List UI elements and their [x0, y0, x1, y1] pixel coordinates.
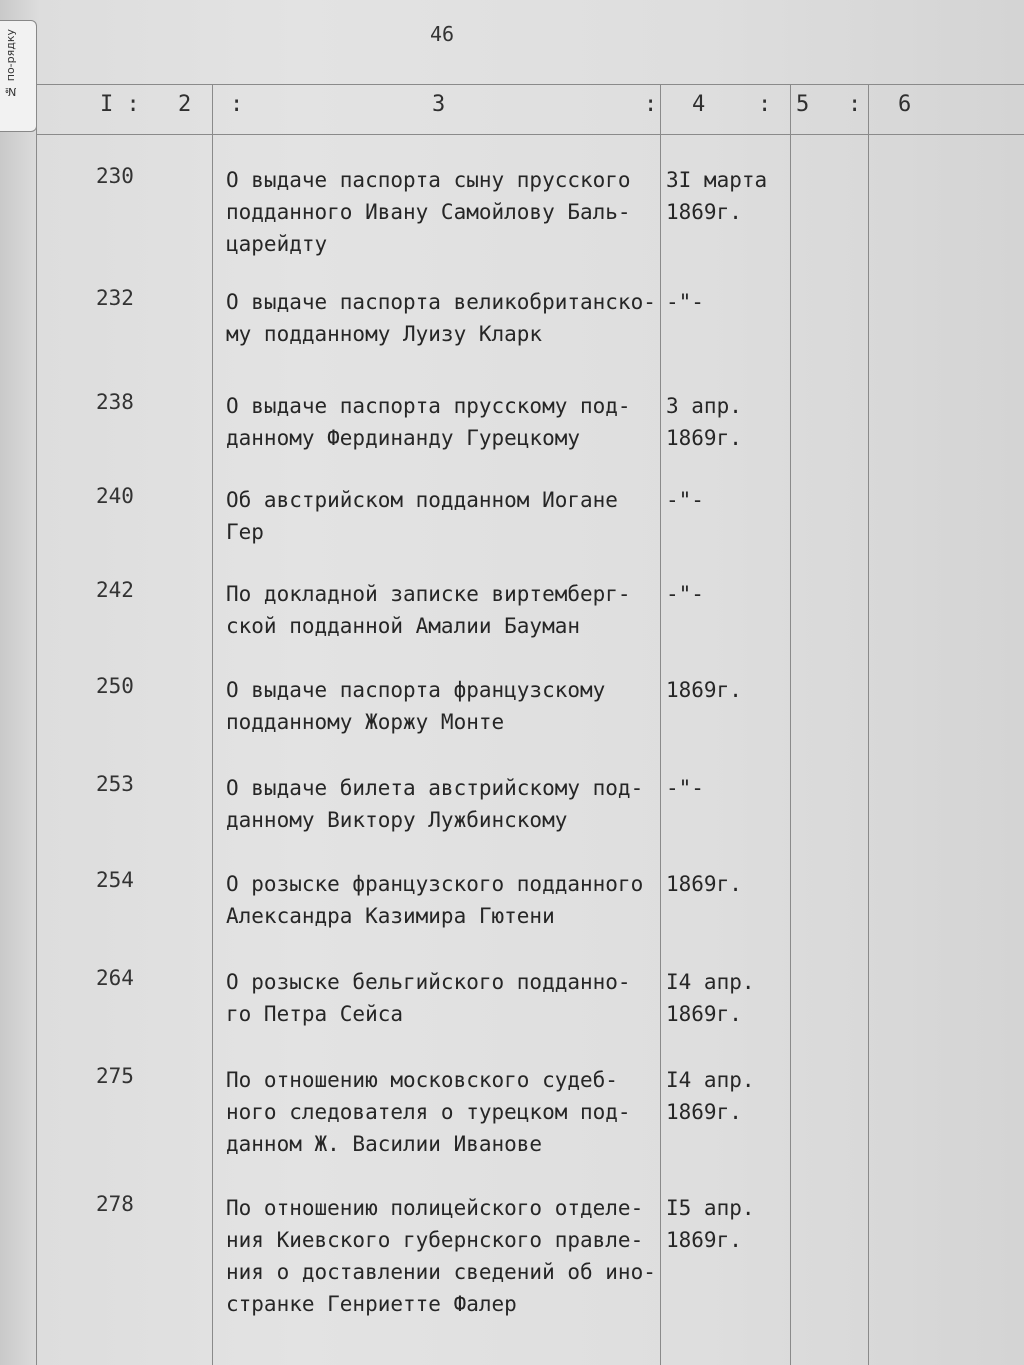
row-number: 264: [96, 966, 134, 990]
row-title: По отношению московского судеб- ного следователя о турецком под- данном Ж. Василии Иванове: [226, 1068, 631, 1156]
row-date: 1869г.: [666, 678, 742, 702]
header-top-line: [36, 84, 1024, 85]
row-date: -"-: [666, 488, 704, 512]
page-number: 46: [430, 22, 455, 46]
row-number: 242: [96, 578, 134, 602]
header-col-5: 5: [796, 92, 810, 117]
row-title: По отношению полицейского отделе- ния Киевского губернского правле- ния о доставлении сведений об ино- странке Генриетте Фалер: [226, 1196, 656, 1316]
header-col-6: 6: [898, 92, 912, 117]
column-divider-4: [868, 84, 869, 1365]
row-title: О розыске французского подданного Александра Казимира Гютени: [226, 872, 644, 928]
row-title: О выдаче паспорта сыну прусского подданного Ивану Самойлову Баль- царейдту: [226, 168, 631, 256]
row-date: -"-: [666, 290, 704, 314]
row-title: О выдаче паспорта великобританско- му подданному Луизу Кларк: [226, 290, 656, 346]
row-number: 275: [96, 1064, 134, 1088]
row-title: О выдаче паспорта французскому подданному Жоржу Монте: [226, 678, 606, 734]
row-date: 1869г.: [666, 872, 742, 896]
row-title: О выдаче билета австрийскому под- данному Виктору Лужбинскому: [226, 776, 644, 832]
header-sep-5: :: [848, 92, 862, 117]
row-number: 232: [96, 286, 134, 310]
binding-tab: [0, 20, 37, 132]
row-number: 238: [96, 390, 134, 414]
row-title: О выдаче паспорта прусскому под- данному Фердинанду Гурецкому: [226, 394, 631, 450]
row-date: 3I марта 1869г.: [666, 168, 768, 224]
header-sep-3: :: [644, 92, 658, 117]
row-date: I5 апр. 1869г.: [666, 1196, 755, 1252]
row-number: 278: [96, 1192, 134, 1216]
row-date: 3 апр. 1869г.: [666, 394, 742, 450]
header-col-1: I :: [100, 92, 140, 117]
row-number: 254: [96, 868, 134, 892]
row-date: -"-: [666, 582, 704, 606]
row-date: -"-: [666, 776, 704, 800]
row-number: 253: [96, 772, 134, 796]
header-sep-4: :: [758, 92, 772, 117]
row-number: 250: [96, 674, 134, 698]
binding-label: № по-рядку: [4, 29, 17, 98]
left-border-line: [36, 80, 37, 1365]
header-bottom-line: [36, 134, 1024, 135]
header-col-4: 4: [692, 92, 706, 117]
row-date: I4 апр. 1869г.: [666, 1068, 755, 1124]
column-divider-3: [790, 84, 791, 1365]
header-sep-2: :: [230, 92, 244, 117]
header-col-2: 2: [178, 92, 192, 117]
column-divider-1: [212, 84, 213, 1365]
header-col-3: 3: [432, 92, 446, 117]
row-number: 230: [96, 164, 134, 188]
row-title: Об австрийском подданном Иогане Гер: [226, 488, 618, 544]
row-title: По докладной записке виртемберг- ской подданной Амалии Бауман: [226, 582, 631, 638]
row-date: I4 апр. 1869г.: [666, 970, 755, 1026]
row-title: О розыске бельгийского подданно- го Петра Сейса: [226, 970, 631, 1026]
row-number: 240: [96, 484, 134, 508]
